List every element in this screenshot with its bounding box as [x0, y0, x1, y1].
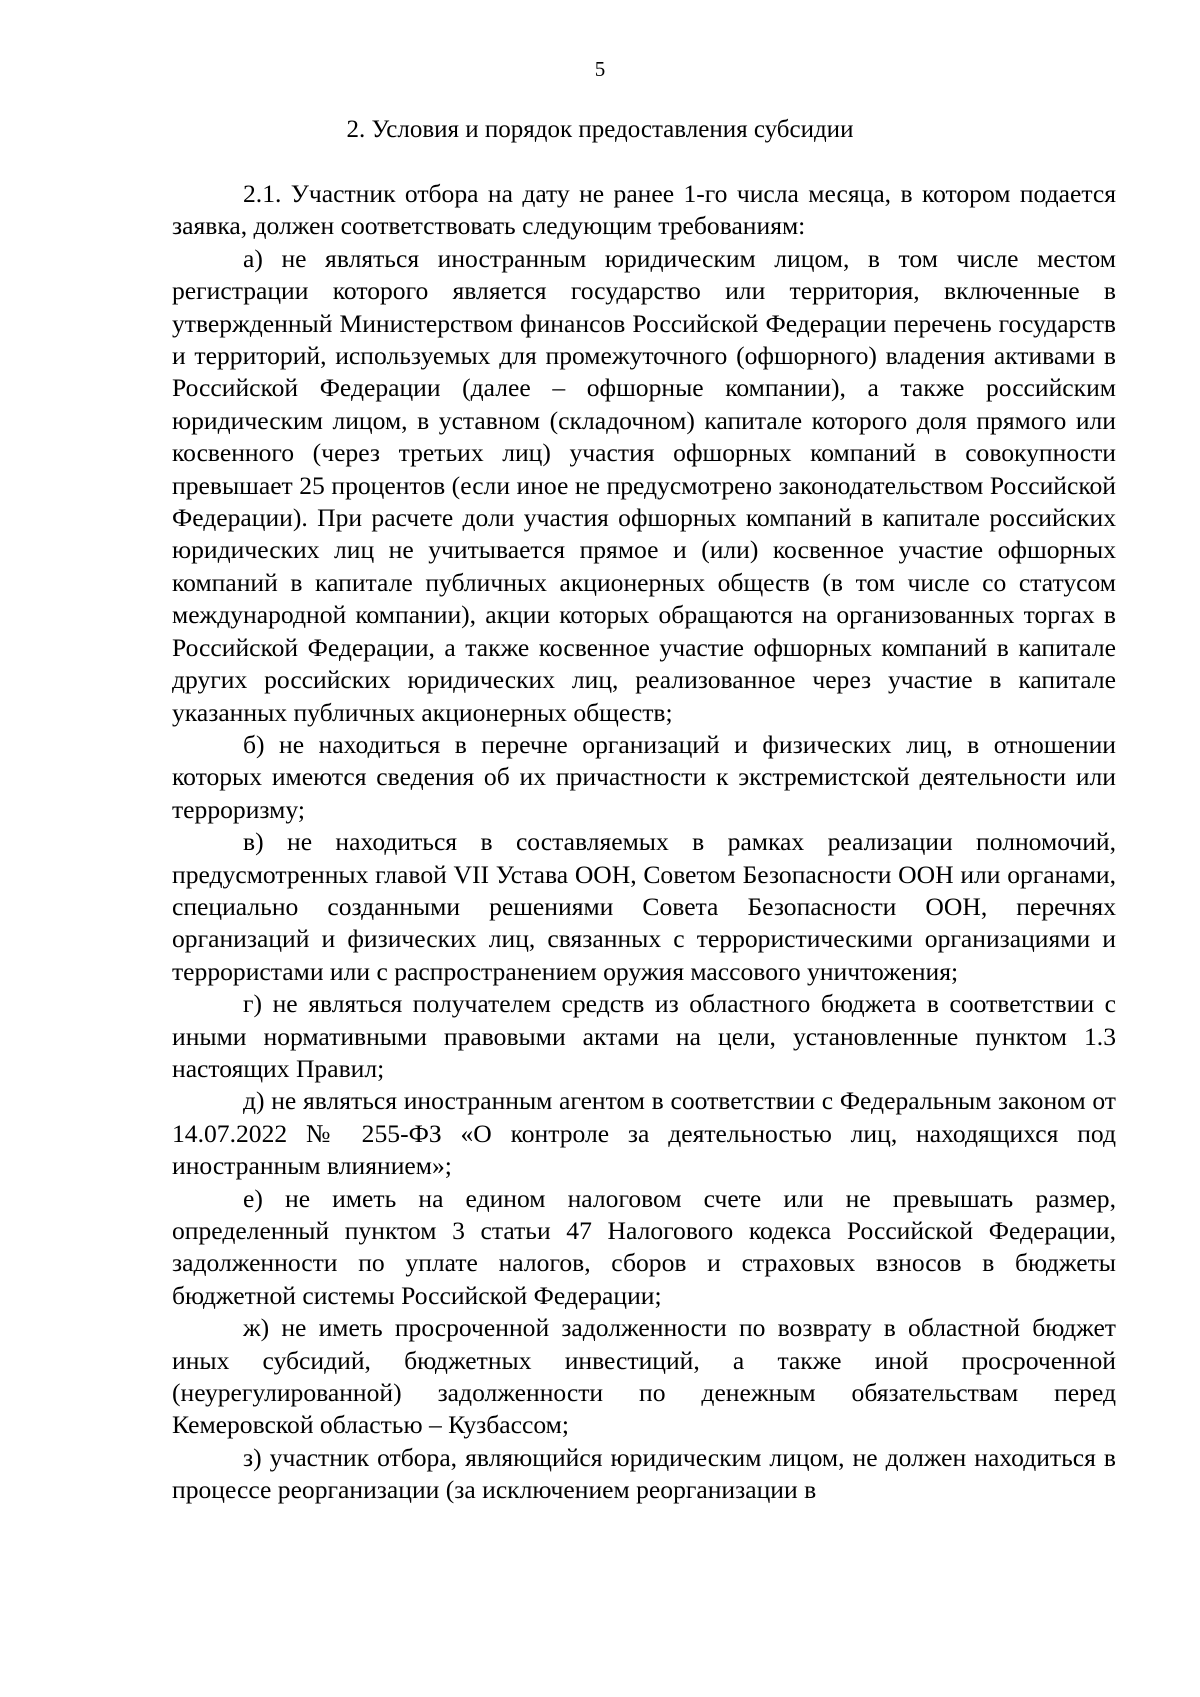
paragraph-item-e: е) не иметь на едином налоговом счете или не превышать размер, определенный пунктом 3 статьи 47 Налогового кодекса Российской Федерации, задолженности по уплате налогов, сборов и страховых взносов в бюджеты бюджетной системы Российской Федерации; [172, 1183, 1116, 1310]
paragraph-item-zh: ж) не иметь просроченной задолженности по возврату в областной бюджет иных субсидий, бюджетных инвестиций, а также иной просроченной (неурегулированной) задолженности по денежным обязательствам перед Кемеровской областью – Кузбассом; [172, 1313, 1116, 1440]
paragraph-item-a: а) не являться иностранным юридическим лицом, в том числе местом регистрации которого является государство или территория, включенные в утвержденный Министерством финансов Российской Федерации перечень государств и территорий, используемых для промежуточного (офшорного) владения активами в Российской Федерации (далее – офшорные компании), а также российским юридическим лицом, в уставном (складочном) капитале которого доля прямого или косвенного (через третьих лиц) участия офшорных компаний в совокупности превышает 25 процентов (если иное не предусмотрено законодательством Российской Федерации). При расчете доли участия офшорных компаний в капитале российских юридических лиц не учитывается прямое и (или) косвенное участие офшорных компаний в капитале публичных акционерных обществ (в том числе со статусом международной компании), акции которых обращаются на организованных торгах в Российской Федерации, а также косвенное участие офшорных компаний в капитале других российских юридических лиц, реализованное через участие в капитале указанных публичных акционерных обществ; [172, 243, 1116, 727]
paragraph-item-v: в) не находиться в составляемых в рамках реализации полномочий, предусмотренных главой VII Устава ООН, Советом Безопасности ООН или органами, специально созданными решениями Совета Безопасности ООН, перечнях организаций и физических лиц, связанных с террористическими организациями и террористами или с распространением оружия массового уничтожения; [172, 827, 1116, 986]
paragraph-item-d: д) не являться иностранным агентом в соответствии с Федеральным законом от 14.07.2022 № 255-ФЗ «О контроле за деятельностью лиц, находящихся под иностранным влиянием»; [172, 1086, 1116, 1181]
page-number: 5 [594, 57, 606, 81]
section-title: 2. Условия и порядок предоставления субсидии [346, 116, 854, 143]
document-body [172, 178, 1116, 1507]
paragraph-item-z: з) участник отбора, являющийся юридическим лицом, не должен находиться в процессе реорганизации (за исключением реорганизации в [172, 1442, 1116, 1505]
paragraph-item-g: г) не являться получателем средств из областного бюджета в соответствии с иными нормативными правовыми актами на цели, установленные пунктом 1.3 настоящих Правил; [172, 989, 1116, 1083]
paragraph-item-b: б) не находиться в перечне организаций и физических лиц, в отношении которых имеются сведения об их причастности к экстремистской деятельности или терроризму; [172, 729, 1116, 824]
paragraph-2-1: 2.1. Участник отбора на дату не ранее 1-го числа месяца, в котором подается заявка, должен соответствовать следующим требованиям: [172, 179, 1116, 241]
